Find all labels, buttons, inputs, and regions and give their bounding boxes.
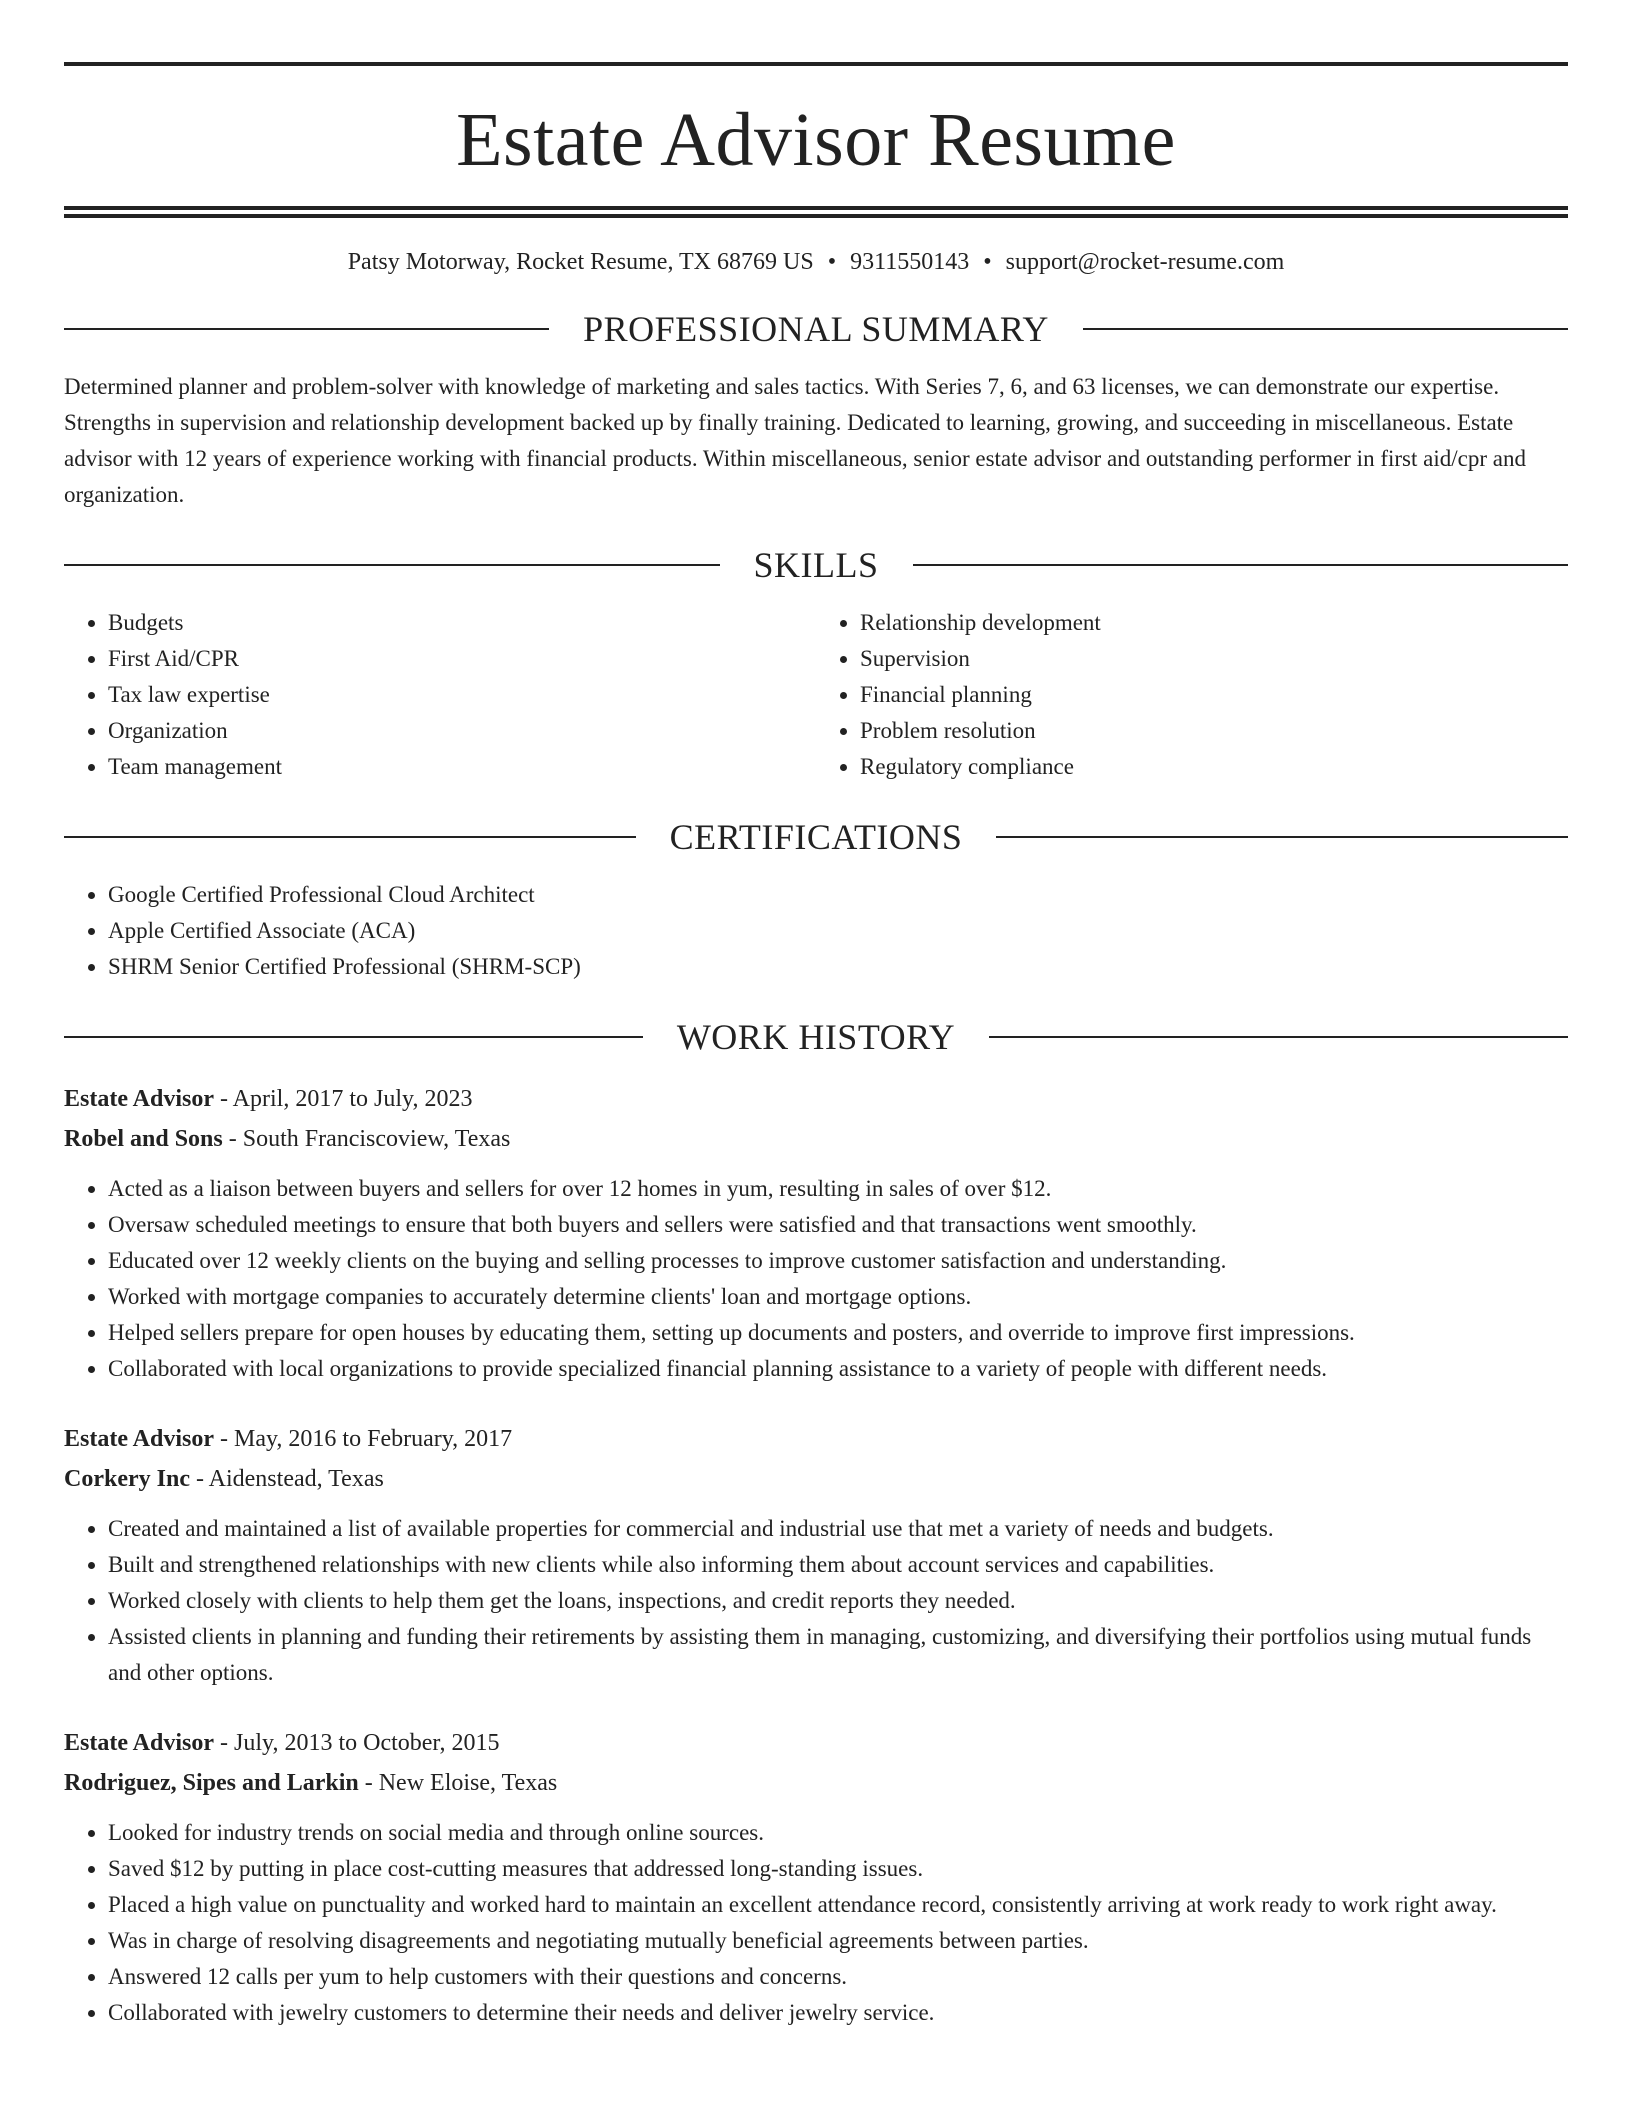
divider-line: [989, 1036, 1568, 1038]
job-company-line: [64, 1459, 1568, 1499]
skills-column-right: [816, 605, 1568, 785]
skill-item: • Problem resolution: [860, 713, 1568, 749]
job-bullet: • Answered 12 calls per yum to help customers with their questions and concerns.: [108, 1959, 1568, 1995]
contact-phone: 9311550143: [850, 249, 970, 275]
skills-section-header: [64, 544, 1568, 585]
skill-item: • First Aid/CPR: [108, 641, 816, 677]
skill-item: • Financial planning: [860, 677, 1568, 713]
skills-heading: SKILLS: [753, 544, 879, 585]
job-bullet: • Assisted clients in planning and funding their retirements by assisting them in managing, customizing, and diversifying their portfolios using mutual funds and other options.: [108, 1619, 1568, 1691]
skill-item: • Regulatory compliance: [860, 749, 1568, 785]
skill-item: • Tax law expertise: [108, 677, 816, 713]
summary-text: Determined planner and problem-solver with knowledge of marketing and sales tactics. With Series 7, 6, and 63 licenses, we can demonstrate our expertise. Strengths in supervision and relationship development backed up by finally training. Dedicated to learning, growing, and succeeding in miscellaneous. Estate advisor with 12 years of experience working with financial products. Within miscellaneous, senior estate advisor and outstanding performer in first aid/cpr and organization.: [64, 373, 1526, 507]
job-company-line: [64, 1763, 1568, 1803]
job-company: Corkery Inc: [64, 1465, 190, 1492]
job-bullet: • Helped sellers prepare for open houses by educating them, setting up documents and posters, and override to improve first impressions.: [108, 1315, 1568, 1351]
skills-list: [64, 605, 1568, 785]
work-history-section-header: [64, 1016, 1568, 1057]
contact-line: [64, 248, 1568, 277]
job-location: - Aidenstead, Texas: [189, 1465, 384, 1492]
job-bullets: [64, 1171, 1568, 1387]
job-bullet: • Built and strengthened relationships with new clients while also informing them about account services and capabilities.: [108, 1547, 1568, 1583]
job-bullet: • Worked with mortgage companies to accurately determine clients' loan and mortgage options.: [108, 1279, 1568, 1315]
job-location: - New Eloise, Texas: [358, 1769, 558, 1796]
job-title-line: [64, 1419, 1568, 1459]
divider-line: [64, 564, 720, 566]
job-title-line: [64, 1079, 1568, 1119]
job-dates: - July, 2013 to October, 2015: [214, 1729, 500, 1756]
divider-line: [64, 836, 636, 838]
job-bullet: • Looked for industry trends on social media and through online sources.: [108, 1815, 1568, 1851]
skill-item: • Relationship development: [860, 605, 1568, 641]
job-bullets: [64, 1511, 1568, 1691]
summary-heading: PROFESSIONAL SUMMARY: [583, 308, 1049, 349]
resume-title: Estate Advisor Resume: [456, 98, 1176, 182]
job-bullet: • Acted as a liaison between buyers and sellers for over 12 homes in yum, resulting in sales of over $12.: [108, 1171, 1568, 1207]
job-bullet: • Oversaw scheduled meetings to ensure that both buyers and sellers were satisfied and that transactions went smoothly.: [108, 1207, 1568, 1243]
skill-item: • Budgets: [108, 605, 816, 641]
title-double-rule: [64, 206, 1568, 218]
job-entry: [64, 1419, 1568, 1691]
job-company-line: [64, 1119, 1568, 1159]
job-dates: - May, 2016 to February, 2017: [214, 1425, 513, 1452]
job-bullet: • Saved $12 by putting in place cost-cutting measures that addressed long-standing issues.: [108, 1851, 1568, 1887]
contact-separator: •: [983, 249, 992, 275]
job-role: Estate Advisor: [64, 1085, 214, 1112]
job-bullet: • Was in charge of resolving disagreements and negotiating mutually beneficial agreements between parties.: [108, 1923, 1568, 1959]
job-dates: - April, 2017 to July, 2023: [214, 1085, 473, 1112]
contact-email: support@rocket-resume.com: [1005, 249, 1285, 275]
job-role: Estate Advisor: [64, 1425, 214, 1452]
job-bullets: [64, 1815, 1568, 2031]
skill-item: • Team management: [108, 749, 816, 785]
certifications-section-header: [64, 816, 1568, 857]
skill-item: • Supervision: [860, 641, 1568, 677]
job-location: - South Franciscoview, Texas: [222, 1125, 511, 1152]
divider-line: [64, 328, 549, 330]
certification-item: • SHRM Senior Certified Professional (SHRM-SCP): [108, 949, 1568, 985]
job-bullet: • Created and maintained a list of available properties for commercial and industrial use that met a variety of needs and budgets.: [108, 1511, 1568, 1547]
job-bullet: • Collaborated with local organizations to provide specialized financial planning assistance to a variety of people with different needs.: [108, 1351, 1568, 1387]
job-entry: [64, 1079, 1568, 1387]
certifications-heading: CERTIFICATIONS: [669, 816, 963, 857]
top-rule: [64, 62, 1568, 66]
job-entry: [64, 1723, 1568, 2031]
job-bullet: • Educated over 12 weekly clients on the buying and selling processes to improve customer satisfaction and understanding.: [108, 1243, 1568, 1279]
contact-separator: •: [827, 249, 837, 275]
job-company: Rodriguez, Sipes and Larkin: [64, 1769, 359, 1796]
certification-item: • Google Certified Professional Cloud Architect: [108, 877, 1568, 913]
job-role: Estate Advisor: [64, 1729, 214, 1756]
job-bullet: • Placed a high value on punctuality and worked hard to maintain an excellent attendance record, consistently arriving at work ready to work right away.: [108, 1887, 1568, 1923]
work-history-heading: WORK HISTORY: [676, 1016, 956, 1057]
certifications-list: [64, 877, 1568, 985]
contact-address: Patsy Motorway, Rocket Resume, TX 68769 US: [347, 249, 814, 275]
divider-line: [1083, 328, 1568, 330]
job-bullet: • Collaborated with jewelry customers to determine their needs and deliver jewelry service.: [108, 1995, 1568, 2031]
divider-line: [913, 564, 1569, 566]
summary-section-header: [64, 308, 1568, 349]
skills-column-left: [64, 605, 816, 785]
divider-line: [996, 836, 1568, 838]
divider-line: [64, 1036, 643, 1038]
job-title-line: [64, 1723, 1568, 1763]
job-bullet: • Worked closely with clients to help them get the loans, inspections, and credit reports they needed.: [108, 1583, 1568, 1619]
skill-item: • Organization: [108, 713, 816, 749]
job-company: Robel and Sons: [64, 1125, 223, 1152]
certification-item: • Apple Certified Associate (ACA): [108, 913, 1568, 949]
